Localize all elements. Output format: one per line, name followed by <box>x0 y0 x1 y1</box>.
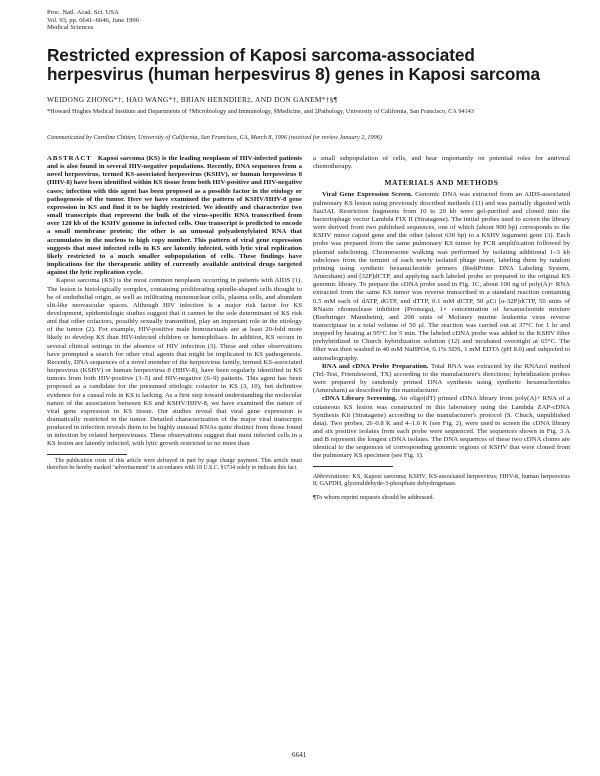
article-title: Restricted expression of Kaposi sarcoma-associated herpesvirus (human herpesvirus 8) genes in Kaposi sarcoma <box>47 45 540 84</box>
intro-continuation: a small subpopulation of cells, and bear importantly on potential roles for antiviral chemotherapy. <box>313 155 570 171</box>
abbreviations <box>313 473 570 488</box>
journal-section: Medical Sciences <box>47 24 94 32</box>
subheading-cdna-library: cDNA Library Screening. <box>322 395 397 403</box>
methods-text-2: Total RNA was extracted by the RNAzol method (Tel-Test, Friendswood, TX) according to the manufacturer's directions; hybridization probes were prepared by randomly primed DNA synthesis using synthetic hexanucleotides (Amersham) as described by the manufacturer. <box>313 362 570 395</box>
page-number: 6641 <box>292 751 307 759</box>
abbrev-rule <box>313 466 393 467</box>
subheading-rna-probe: RNA and cDNA Probe Preparation. <box>322 362 429 370</box>
abstract-text: Kaposi sarcoma (KS) is the leading neoplasm of HIV-infected patients and is also found in several HIV-negative populations. Recently, DNA sequences from a novel herpesvirus, termed KS-associated herpesvirus (KSHV), or human herpesvirus 8 (HHV-8) have been identified within KS tissue from both HIV-positive and HIV-negative cases; infection with this agent has been proposed as a possible factor in the etiology or pathogenesis of the tumor. Here we have examined the pattern of KSHV/HHV-8 gene expression in KS and find it to be highly restricted. We identify and characterize two small transcripts that represent the bulk of the virus-specific RNA transcribed from over 120 kb of the KSHV genome in infected cells. One transcript is predicted to encode a small membrane protein; the other is an unusual polyadenylylated RNA that accumulates in the nucleus to high copy number. This pattern of viral gene expression suggests that most infected cells in KS are latently infected, with lytic viral replication likely restricted to a much smaller subpopulation of cells. These findings have implications for the therapeutic utility of currently available antiviral drugs targeted against the lytic replication cycle. <box>47 155 302 277</box>
section-heading: MATERIALS AND METHODS <box>384 178 499 188</box>
abbreviations-text: KS, Kaposi sarcoma; KSHV, KS-associated herpesvirus; HHV-8, human herpesvirus 8; GAPDH, glyceraldehyde-3-phosphate dehydrogenase. <box>313 472 570 488</box>
publication-cost-footnote: The publication costs of this article were defrayed in part by page charge payment. This article must therefore be hereby marked "advertisement" in accordance with 18 U.S.C. §1734 solely to indicate this fact. <box>47 457 302 471</box>
abstract-label: ABSTRACT <box>47 155 92 162</box>
journal-volume: Vol. 93, pp. 6641–6646, June 1996 <box>47 16 140 24</box>
left-column <box>47 155 302 472</box>
methods-paragraph-3 <box>313 395 570 460</box>
right-column <box>313 155 570 501</box>
author-list: WEIDONG ZHONG*†, HAO WANG*†, BRIAN HERNDIER‡, AND DON GANEM*†§¶ <box>47 95 338 104</box>
intro-paragraph: Kaposi sarcoma (KS) is the most common neoplasm occurring in patients with AIDS (1). The lesion is histologically complex, containing proliferating spindle-shaped cells thought to be of endothelial origin, as well as infiltrating mononuclear cells, plasma cells, and abundant slit-like neovascular spaces. Although HIV infection is a major risk factor for KS development, epidemiologic studies suggest that it cannot be the sole determinant of KS risk and that other cofactors, possibly sexually transmitted, play an important role in the etiology of the tumor (2). For example, HIV-positive male homosexuals are at least 20-fold more likely to develop KS than HIV-infected children or hemophiliacs. In addition, KS occurs in several clinical settings in the absence of HIV infection (3). These and other observations have prompted a search for other viral agents that might be implicated in KS pathogenesis. Recently, DNA sequences of a novel member of the herpesvirus family, termed KS-associated herpesvirus (KSHV) or human herpesvirus 8 (HHV-8), have been regularly identified in KS tumors from both HIV-positive (3–5) and HIV-negative (6–9) patients. This agent has been proposed as a candidate for the presumed etiologic cofactor in KS (3, 10), but definitive evidence for a causal role in KS is lacking. As a first step toward understanding the molecular nature of the association between KS and KSHV/HHV-8, we have examined the nature of viral gene expression in KS tissue. Our studies reveal that viral gene expression is dramatically restricted in the tumor. Detailed characterization of the major viral transcripts produced in infection reveals them to be highly unusual RNAs quite distinct from those found in infection by related herpesviruses. These observations suggest that most infected cells in a KS lesion are latently infected, with lytic growth restricted to no more than <box>47 277 302 448</box>
abstract <box>47 155 302 277</box>
methods-text-1: Genomic DNA was extracted from an AIDS-associated pulmonary KS lesion using previously described methods (11) and was partially digested with Sau3AI. Restriction fragments from 10 to 20 kb were gel-purified and cloned into the bacteriophage vector Lambda FIX II (Stratagene). The initial probes used to screen the library were derived from two published sequences, one of which (about 900 bp) corresponds to the KSHV minor capsid gene and the other (about 630 bp) to a KSHV tegument gene (3). Each probe was prepared from the same pulmonary KS tumor by PCR amplification followed by plasmid subcloning. Chromosome walking was performed by isolating additional 1–3 kb subclones from the termini of each newly isolated phage insert, labeling them by random priming using synthetic hexanucleotide primers (RediPrime DNA Labeling System, Amersham) and [32P]dCTP, and applying each labeled probe so prepared to the original KS genomic library. To prepare the cDNA probe used in Fig. 1C, about 100 ng of poly(A)+ RNA extracted from the same KS tumor was reverse transcribed in a standard reaction containing 0.5 mM each of dATP, dGTP, and dTTP, 0.1 mM dCTP, 50 μCi [α-32P]dCTP, 50 units of RNasin ribonuclease inhibitor (Promega), 1× concentration of hexanucleotide mixture (Boehringer Mannheim), and 200 units of Moloney murine leukemia virus reverse transcriptase in a total volume of 50 μl. The reaction was carried out at 37°C for 1 hr and stopped by heating at 95°C for 5 min. The labeled cDNA probe was added to the KSHV filter prehybridized in Church hybridization solution (12) and incubated overnight at 65°C. The filter was then washed in 40 mM NaHPO4, 0.1% SDS, 1 mM EDTA (pH 8.0) and subjected to autoradiography. <box>313 191 570 362</box>
methods-paragraph-2 <box>313 363 570 396</box>
affiliation: *Howard Hughes Medical Institute and Departments of †Microbiology and Immunology, §Medicine, and ‡Pathology, University of California, San Francisco, CA 94143 <box>47 108 474 115</box>
methods-text-3: An oligo(dT) primed cDNA library from poly(A)+ RNA of a cutaneous KS lesion was constructed in this laboratory using the Lambda ZAP-cDNA Synthesis Kit (Stratagene) according to the manufacturer's protocol (S. Chuck, unpublished data). Two probes, 2I–0.8 K and 4–1.6 K (see Fig. 2), were used to screen the cDNA library and six positive isolates from each probe were sequenced. The sequences shown in Fig. 3 A and B represent the longest cDNA isolates. The DNA sequences of these two cDNA clones are identical to the sequences of corresponding genomic regions of KSHV that were cloned from the pulmonary KS specimen (see Fig. 1). <box>313 395 570 460</box>
abbreviations-label: Abbreviations: <box>313 472 351 480</box>
correspondence-note: ¶To whom reprint requests should be addressed. <box>313 493 435 501</box>
communicated-by: Communicated by Caroline Chitten, University of California, San Francisco, CA, March 8, 1996 (received for review January 2, 1996) <box>47 134 382 141</box>
journal-name: Proc. Natl. Acad. Sci. USA <box>47 9 119 16</box>
footnote-rule <box>47 454 127 455</box>
subheading-viral-gene-expression: Viral Gene Expression Screen. <box>322 191 413 199</box>
methods-paragraph-1 <box>313 191 570 362</box>
journal-header <box>47 9 139 32</box>
